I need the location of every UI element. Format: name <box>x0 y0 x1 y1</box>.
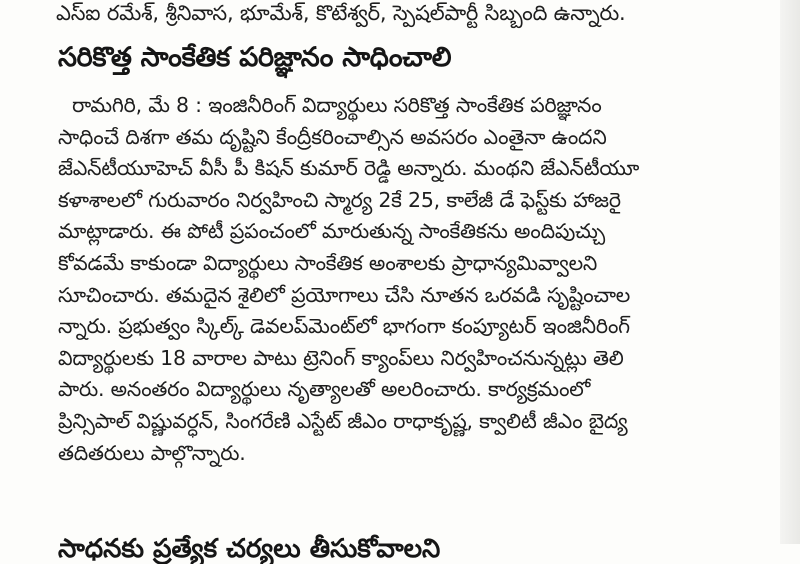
article-line: సూచించారు. తమదైన శైలిలో ప్రయోగాలు చేసి నూతన ఒరవడి సృష్టించాల <box>58 282 631 307</box>
article-headline: సరికొత్త సాంకేతిక పరిజ్ఞానం సాధించాలి <box>58 42 452 73</box>
article-line: పారు. అనంతరం విద్యార్థులు నృత్యాలతో అలరించారు. కార్యక్రమంలో <box>58 377 591 402</box>
article-line: తదితరులు పాల్గొన్నారు. <box>58 440 246 465</box>
article-line: సాధించే దిశగా తమ దృష్టిని కేంద్రీకరించాల్సిన అవసరం ఎంతైనా ఉందని <box>58 124 607 149</box>
article-line: న్నారు. ప్రభుత్వం స్కిల్క్ డెవలప్‌మెంట్‌లో భాగంగా కంప్యూటర్ ఇంజినీరింగ్ <box>58 314 630 339</box>
article-line: మాట్లాడారు. ఈ పోటీ ప్రపంచంలో మారుతున్న సాంకేతికను అందిపుచ్చు <box>58 219 606 244</box>
article-line: కోవడమే కాకుండా విద్యార్థులు సాంకేతిక అంశాలకు ప్రాధాన్యమివ్వాలని <box>58 250 598 275</box>
article-body <box>58 90 722 469</box>
article-line: జేఎన్‌టీయూహెచ్ వీసీ పీ కిషన్ కుమార్ రెడ్డి అన్నారు. మంథని జేఎన్‌టీయూ <box>58 156 640 181</box>
next-headline-text: సాధనకు ప్రత్యేక చర్యలు తీసుకోవాలని <box>58 534 441 564</box>
article-line: విద్యార్థులకు 18 వారాల పాటు ట్రెనింగ్ క్యాంప్‌లు నిర్వహించనున్నట్లు తెలి <box>58 345 624 370</box>
next-headline-cropped <box>58 526 618 564</box>
previous-article-last-line: ఎస్ఐ రమేశ్, శ్రీనివాస, భూమేశ్, కొటేశ్వర్, స్పెషల్‌పార్టీ సిబ్బంది ఉన్నారు. <box>56 1 626 25</box>
page-edge-shadow <box>780 0 800 544</box>
article-line: కళాశాలలో గురువారం నిర్వహించి స్మార్య 2కే 25, కాలేజీ డే ఫెస్ట్‌కు హాజరై <box>58 187 621 212</box>
article-line: ప్రిన్సిపాల్ విష్ణువర్ధన్, సింగరేణి ఎస్టేట్ జీఎం రాధాకృష్ణ, క్వాలిటీ జీఎం బైద్య <box>58 408 628 433</box>
article-line: రామగిరి, మే 8 : ఇంజినీరింగ్ విద్యార్థులు సరికొత్త సాంకేతిక పరిజ్ఞానం <box>72 93 602 117</box>
